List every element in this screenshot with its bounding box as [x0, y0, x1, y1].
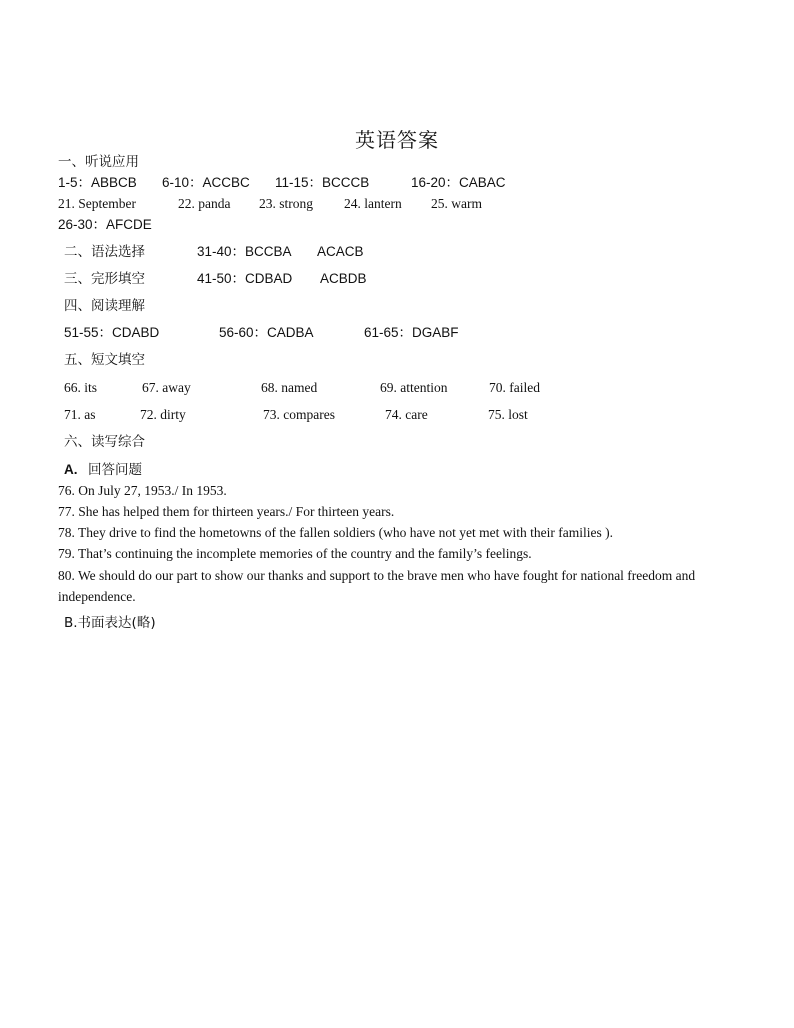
answer-77: 77. She has helped them for thirteen years./ For thirteen years.	[58, 504, 395, 519]
section-1-row-1	[58, 174, 758, 192]
page-title: 英语答案	[355, 128, 439, 152]
answer-item: 72. dirty	[140, 407, 186, 422]
section-5-heading: 五、短文填空	[64, 352, 145, 368]
section-4-answers	[64, 324, 764, 342]
answer-group: 31-40：BCCBA	[197, 244, 292, 259]
section-2-heading: 二、语法选择	[64, 244, 145, 260]
part-a-title: 回答问题	[88, 462, 142, 478]
answer-item: 67. away	[142, 380, 191, 395]
section-5-row-1	[64, 379, 764, 397]
answer-79: 79. That’s continuing the incomplete memories of the country and the family’s feelings.	[58, 546, 532, 561]
section-1-row-2	[58, 195, 758, 213]
answer-group: ACACB	[317, 244, 364, 259]
answer-item: 23. strong	[259, 196, 313, 211]
section-3-row	[64, 270, 764, 288]
part-b-writing-note: B.书面表达(略)	[64, 615, 156, 631]
answer-item: 71. as	[64, 407, 96, 422]
section-2-row	[64, 243, 764, 261]
answer-item: 66. its	[64, 380, 98, 395]
answer-item: 25. warm	[431, 196, 482, 211]
section-3-heading: 三、完形填空	[64, 271, 145, 287]
answer-76: 76. On July 27, 1953./ In 1953.	[58, 483, 227, 498]
answer-item: 69. attention	[380, 380, 448, 395]
answer-group: 56-60：CADBA	[219, 325, 314, 340]
answer-item: 68. named	[261, 380, 318, 395]
answer-item: 22. panda	[178, 196, 231, 211]
answer-item: 24. lantern	[344, 196, 402, 211]
answer-item: 73. compares	[263, 407, 335, 422]
answer-group: 11-15：BCCCB	[275, 175, 370, 190]
part-a-label: A.	[64, 462, 78, 477]
answer-78: 78. They drive to find the hometowns of the fallen soldiers (who have not yet met with their families ).	[58, 525, 613, 540]
answer-group: 41-50：CDBAD	[197, 271, 293, 286]
answer-group: 51-55：CDABD	[64, 325, 160, 340]
answer-item: 70. failed	[489, 380, 540, 395]
section-6-heading: 六、读写综合	[64, 434, 145, 450]
answer-group: 6-10：ACCBC	[162, 175, 250, 190]
section-4-heading: 四、阅读理解	[64, 298, 145, 314]
answer-group: 16-20：CABAC	[411, 175, 506, 190]
answer-group: ACBDB	[320, 271, 367, 286]
section-6-part-a-heading	[64, 461, 364, 479]
answer-item: 75. lost	[488, 407, 528, 422]
section-1-heading: 一、听说应用	[58, 154, 139, 170]
answer-80: 80. We should do our part to show our thanks and support to the brave men who have fought for national freedom and independence.	[58, 568, 696, 604]
section-5-row-2	[64, 406, 764, 424]
answer-group: 61-65：DGABF	[364, 325, 459, 340]
answer-group: 1-5：ABBCB	[58, 175, 137, 190]
answer-item: 74. care	[385, 407, 428, 422]
answer-item: 21. September	[58, 196, 136, 211]
section-1-row-3: 26-30：AFCDE	[58, 217, 152, 232]
